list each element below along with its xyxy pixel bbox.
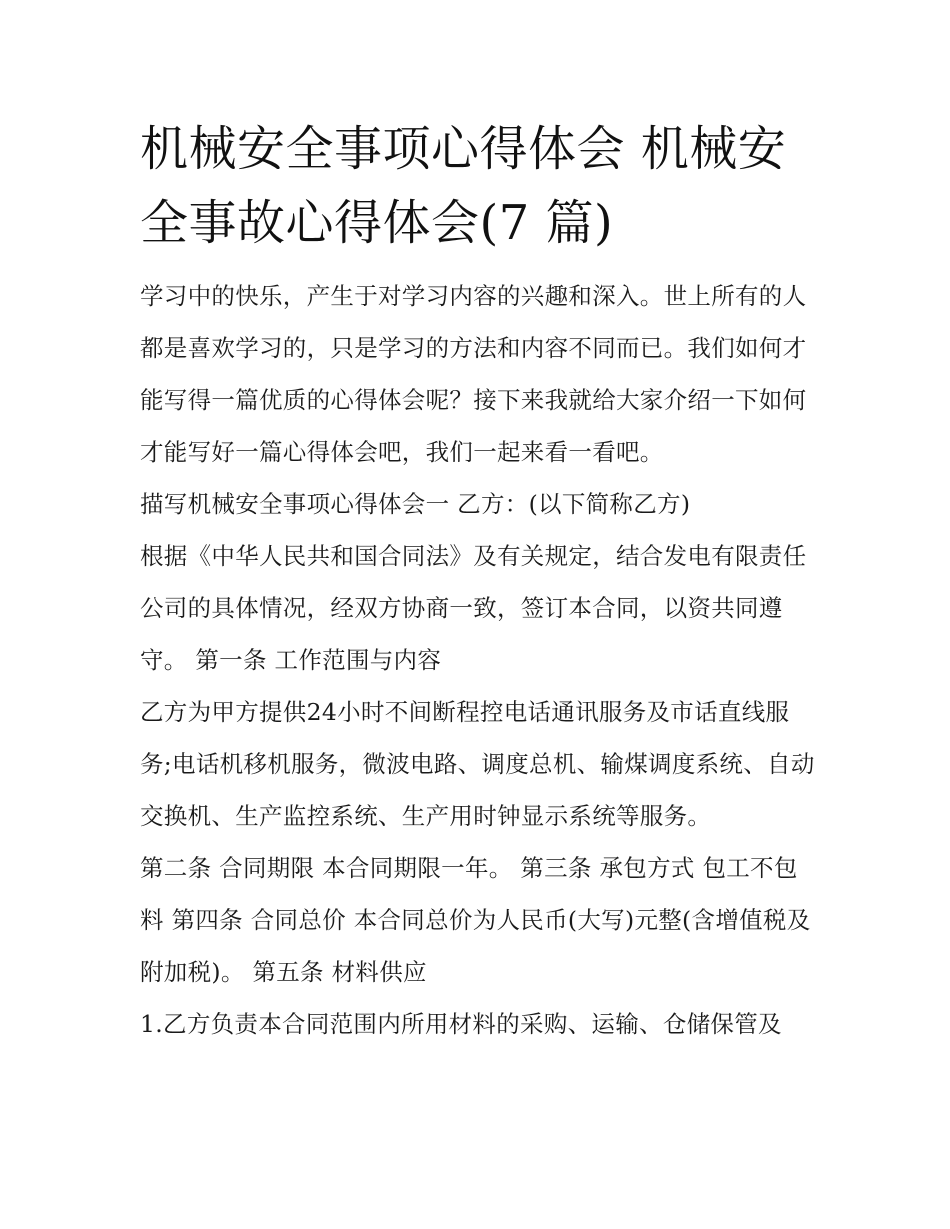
paragraph-material-clause: 1.乙方负责本合同范围内所用材料的采购、运输、仓储保管及 xyxy=(140,1010,782,1038)
paragraph-intro: 学习中的快乐，产生于对学习内容的兴趣和深入。世上所有的人都是喜欢学习的，只是学习的方法和内容不同而已。我们如何才能写得一篇优质的心得体会呢？接下来我就给大家介绍一下如何才能写好一篇心得体会吧，我们一起来看一看吧。 xyxy=(140,282,807,466)
document-content xyxy=(140,112,820,1050)
document-body xyxy=(140,270,820,1050)
paragraph-heading-one: 描写机械安全事项心得体会一 乙方：(以下简称乙方) xyxy=(140,490,691,518)
document-title: 机械安全事项心得体会 机械安全事故心得体会(7 篇) xyxy=(140,121,787,251)
paragraph-contract-basis: 根据《中华人民共和国合同法》及有关规定，结合发电有限责任公司的具体情况，经双方协商一致，签订本合同，以资共同遵守。 第一条 工作范围与内容 xyxy=(140,542,807,674)
paragraph-service-scope: 乙方为甲方提供24小时不间断程控电话通讯服务及市话直线服务;电话机移机服务，微波电路、调度总机、输煤调度系统、自动交换机、生产监控系统、生产用时钟显示系统等服务。 xyxy=(140,698,815,830)
paragraph-contract-terms: 第二条 合同期限 本合同期限一年。 第三条 承包方式 包工不包料 第四条 合同总价 本合同总价为人民币(大写)元整(含增值税及附加税)。 第五条 材料供应 xyxy=(140,854,811,986)
